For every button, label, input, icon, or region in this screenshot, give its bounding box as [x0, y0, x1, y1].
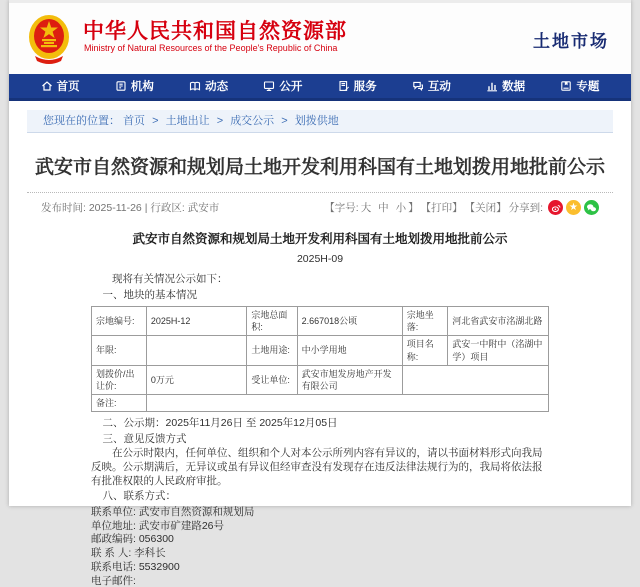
home-icon	[41, 80, 53, 92]
weibo-icon[interactable]	[548, 200, 563, 215]
print-button[interactable]: 【打印】	[420, 202, 463, 214]
notice-document	[27, 219, 613, 587]
region-label: 行政区:	[150, 202, 188, 214]
document-intro: 现将有关情况公示如下：	[112, 273, 228, 286]
cell-area-value: 2.667018公顷	[297, 307, 402, 336]
publish-info	[41, 200, 219, 215]
site-title: 中华人民共和国自然资源部	[83, 20, 347, 43]
cell-use-value: 中小学用地	[297, 336, 402, 365]
share-label: 分享到:	[508, 202, 543, 214]
cell-empty	[402, 365, 548, 394]
font-size-label: 【字号:	[324, 202, 359, 214]
site-subtitle: Ministry of Natural Resources of the People's Republic of China	[84, 43, 338, 53]
nav-item-organization[interactable]	[115, 78, 154, 94]
cell-parcel-no-value: 2025H-12	[146, 307, 247, 336]
document-title: 武安市自然资源和规划局土地开发利用科国有土地划拨用地批前公示	[132, 232, 508, 246]
nav-label: 动态	[205, 81, 229, 93]
wechat-icon[interactable]	[584, 200, 599, 215]
document-number: 2025H-09	[296, 252, 344, 265]
organization-icon	[115, 80, 127, 92]
section3-body: 在公示时限内，任何单位、组织和个人对本公示所列内容有异议的，请以书面材料形式向我局反映。公示期满后，无异议或虽有异议但经审查没有发现存在违反法律法规行为的，我局将依法报有批准权限的人民政府审批。	[91, 446, 543, 487]
nav-label: 数据	[502, 81, 526, 93]
nav-item-topics[interactable]	[560, 78, 599, 94]
nav-item-interact[interactable]	[412, 78, 451, 94]
cell-term-value	[146, 336, 247, 365]
data-barchart-icon	[486, 80, 498, 92]
contact-person: 联 系 人: 李科长	[91, 547, 166, 560]
publish-label: 发布时间:	[41, 202, 89, 214]
breadcrumb-item-deal-notice[interactable]: 成交公示	[230, 115, 275, 127]
breadcrumb-prefix: 您现在的位置：	[43, 115, 120, 127]
table-row	[92, 336, 549, 365]
national-emblem-icon	[25, 12, 73, 66]
nav-item-data[interactable]	[486, 78, 525, 94]
page	[9, 0, 631, 587]
cell-parcel-no-label: 宗地编号:	[92, 307, 147, 336]
cell-remark-label: 备注:	[92, 394, 147, 411]
cell-price-label: 划拨价/出让价:	[92, 365, 147, 394]
cell-area-label: 宗地总面积:	[247, 307, 297, 336]
disclosure-monitor-icon	[263, 80, 275, 92]
news-book-icon	[189, 80, 201, 92]
parcel-info-table	[91, 306, 549, 412]
section-label-land-market: 土地市场	[533, 32, 609, 51]
section1-heading: 一、地块的基本情况	[102, 289, 198, 302]
topic-bookmark-icon	[560, 80, 572, 92]
service-doc-icon	[338, 80, 350, 92]
font-size-medium-button[interactable]: 中	[378, 202, 389, 214]
contact-postcode: 邮政编码: 056300	[91, 533, 174, 546]
nav-label: 首页	[56, 81, 80, 93]
contact-email: 电子邮件:	[91, 575, 136, 587]
nav-label: 公开	[279, 81, 303, 93]
share-icon-group	[548, 200, 599, 215]
cell-project-label: 项目名称:	[402, 336, 448, 365]
cell-price-value: 0万元	[146, 365, 247, 394]
nav-label: 专题	[576, 81, 600, 93]
contact-address: 单位地址: 武安市矿建路26号	[91, 519, 225, 532]
font-size-label-close: 】	[408, 202, 419, 214]
nav-item-service[interactable]	[338, 78, 377, 94]
article-tools	[324, 200, 599, 215]
cell-term-label: 年限:	[92, 336, 147, 365]
breadcrumb-item-home[interactable]: 首页	[123, 115, 146, 127]
nav-item-disclosure[interactable]	[263, 78, 302, 94]
breadcrumb	[27, 110, 613, 133]
nav-label: 互动	[427, 81, 451, 93]
table-row	[92, 394, 549, 411]
interact-chat-icon	[412, 80, 424, 92]
main-nav	[9, 74, 631, 101]
cell-use-label: 土地用途:	[247, 336, 297, 365]
section3-heading: 三、意见反馈方式	[102, 432, 187, 445]
breadcrumb-item-land-transfer[interactable]: 土地出让	[165, 115, 210, 127]
font-size-large-button[interactable]: 大	[360, 202, 372, 214]
cell-grantee-value: 武安市旭发房地产开发有限公司	[297, 365, 402, 394]
article	[9, 152, 631, 587]
nav-item-news[interactable]	[189, 78, 228, 94]
site-banner	[9, 0, 631, 74]
region-value: 武安市	[187, 202, 220, 214]
cell-location-label: 宗地坐落:	[402, 307, 448, 336]
publish-date: 2025-11-26	[88, 202, 142, 214]
table-row	[92, 307, 549, 336]
cell-remark-value	[146, 394, 548, 411]
nav-label: 服务	[353, 81, 377, 93]
contact-phone: 联系电话: 5532900	[91, 561, 180, 574]
section2-heading: 二、公示期：2025年11月26日 至 2025年12月05日	[102, 417, 338, 430]
breadcrumb-separator: >	[281, 115, 288, 127]
nav-label: 机构	[130, 81, 154, 93]
breadcrumb-separator: >	[216, 115, 224, 127]
cell-grantee-label: 受让单位:	[247, 365, 297, 394]
page-title: 武安市自然资源和规划局土地开发利用科国有土地划拨用地批前公示	[34, 157, 605, 178]
article-meta-bar	[27, 192, 613, 219]
cell-project-value: 武安一中附中（洺湖中学）项目	[448, 336, 549, 365]
table-row	[92, 365, 549, 394]
section8-heading: 八、联系方式：	[102, 490, 177, 503]
font-size-small-button[interactable]: 小	[395, 202, 407, 214]
qzone-star-icon[interactable]: ★	[566, 200, 581, 215]
breadcrumb-separator: >	[152, 115, 159, 127]
cell-location-value: 河北省武安市洺湖北路	[448, 307, 549, 336]
nav-item-home[interactable]	[41, 78, 80, 94]
breadcrumb-item-allocated-supply[interactable]: 划拨供地	[294, 115, 339, 127]
meta-divider: |	[144, 202, 148, 214]
close-button[interactable]: 【关闭】	[464, 202, 507, 214]
contact-unit: 联系单位: 武安市自然资源和规划局	[91, 505, 255, 518]
